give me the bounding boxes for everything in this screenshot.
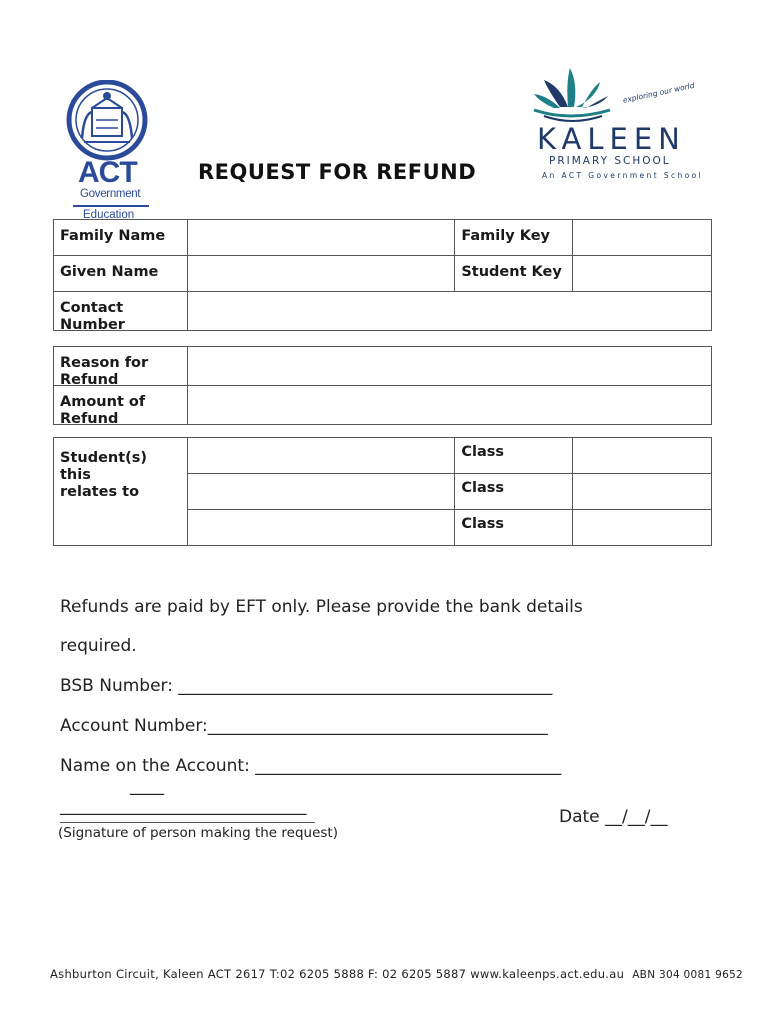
given-name-label: Given Name	[60, 264, 159, 280]
act-logo-education: Education	[83, 209, 135, 219]
act-logo-word: ACT	[78, 156, 137, 189]
reason-field[interactable]	[188, 347, 712, 386]
student-key-label: Student Key	[461, 264, 562, 280]
act-logo-divider	[73, 205, 149, 207]
student-name-field-2[interactable]	[187, 474, 454, 510]
eft-notice-line2: required.	[60, 636, 137, 656]
contact-number-label-cell	[54, 292, 188, 331]
class-label-2: Class	[461, 480, 505, 496]
family-name-label-cell	[54, 220, 188, 256]
name-on-account-continuation: ____	[130, 776, 164, 796]
footer-abn: ABN 304 0081 9652	[632, 969, 744, 981]
student-key-label-cell	[455, 256, 573, 292]
students-label-cell	[54, 438, 188, 546]
family-name-label: Family Name	[60, 228, 166, 244]
students-table	[53, 437, 712, 546]
bsb-number-field[interactable]: BSB Number: ____________________________________________	[60, 676, 553, 696]
signature-underline	[60, 822, 315, 823]
amount-label-cell	[54, 386, 188, 425]
class-field-1[interactable]	[573, 438, 712, 474]
amount-label: Amount of Refund	[60, 394, 146, 424]
student-name-field-3[interactable]	[187, 510, 454, 546]
lotus-icon	[530, 62, 630, 122]
footer-contact	[50, 967, 743, 981]
class-label-cell-2	[455, 474, 573, 510]
student-name-field-1[interactable]	[187, 438, 454, 474]
class-field-3[interactable]	[573, 510, 712, 546]
name-on-account-field[interactable]: Name on the Account: ____________________________________	[60, 756, 562, 776]
kaleen-gov: An ACT Government School	[542, 171, 704, 180]
signature-label: (Signature of person making the request)	[58, 825, 338, 841]
date-field[interactable]: Date __/__/__	[559, 807, 668, 827]
refund-details-table	[53, 346, 712, 425]
kaleen-subtitle: PRIMARY SCHOOL	[549, 155, 671, 167]
footer-address: Ashburton Circuit, Kaleen ACT 2617 T:02 6205 5888 F: 02 6205 5887 www.kaleenps.act.edu.au	[50, 967, 625, 981]
family-key-label-cell	[455, 220, 573, 256]
page-title: REQUEST FOR REFUND	[198, 160, 477, 184]
reason-label: Reason for Refund	[60, 355, 149, 385]
reason-label-cell	[54, 347, 188, 386]
kaleen-school-logo	[530, 62, 704, 184]
class-field-2[interactable]	[573, 474, 712, 510]
contact-number-field[interactable]	[187, 292, 711, 331]
kaleen-name: KALEEN	[537, 122, 686, 156]
family-details-table	[53, 219, 712, 331]
kaleen-tagline: exploring our world	[622, 80, 696, 105]
act-logo-government: Government	[80, 188, 141, 200]
family-key-field[interactable]	[573, 220, 712, 256]
class-label-3: Class	[461, 516, 505, 532]
family-name-field[interactable]	[187, 220, 454, 256]
given-name-field[interactable]	[187, 256, 454, 292]
student-key-field[interactable]	[573, 256, 712, 292]
class-label-cell-1	[455, 438, 573, 474]
family-key-label: Family Key	[461, 228, 551, 244]
account-number-field[interactable]: Account Number:________________________________________	[60, 716, 548, 736]
eft-notice-line1: Refunds are paid by EFT only. Please provide the bank details	[60, 597, 583, 617]
signature-line[interactable]: _____________________________	[60, 796, 307, 816]
class-label-cell-3	[455, 510, 573, 546]
given-name-label-cell	[54, 256, 188, 292]
students-label: Student(s) this relates to	[60, 450, 148, 500]
amount-field[interactable]	[188, 386, 712, 425]
contact-number-label: Contact Number	[60, 300, 125, 330]
class-label-1: Class	[461, 444, 505, 460]
